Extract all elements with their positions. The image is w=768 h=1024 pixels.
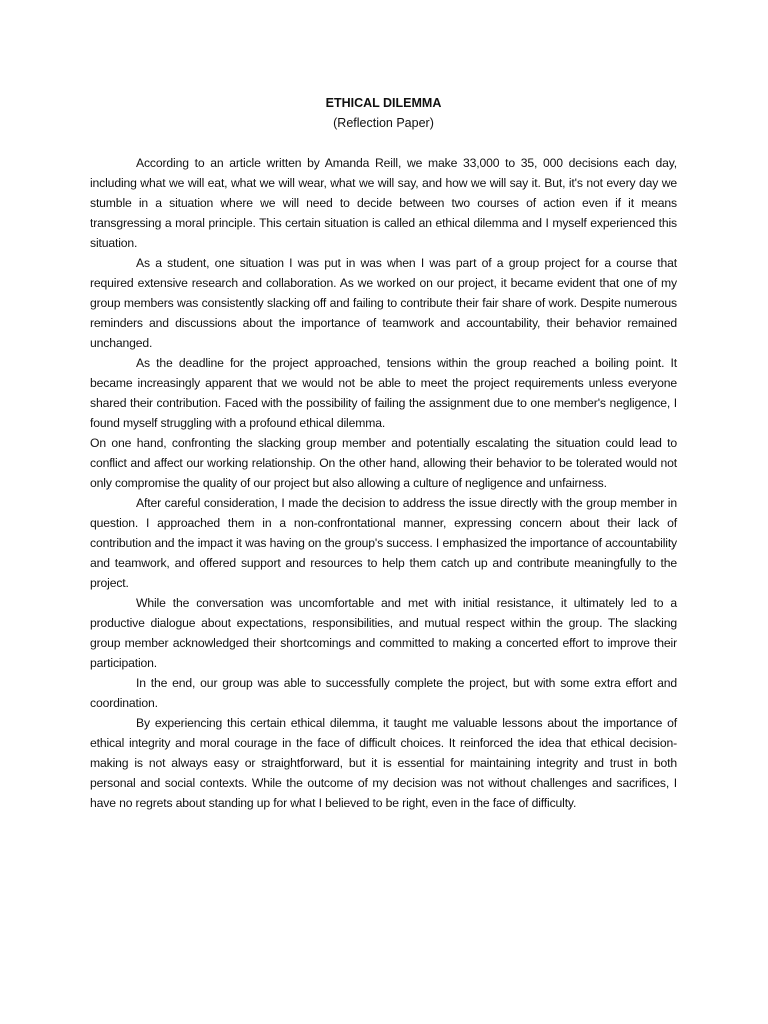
paragraph-decision: After careful consideration, I made the decision to address the issue directly with the group member in question. I approached them in a non-confrontational manner, expressing concern about their lack of contribution and the impact it was having on the group's success. I emphasized the importance of accountability and teamwork, and offered support and resources to help them catch up and contribute meaningfully to the project. bbox=[90, 496, 677, 590]
paragraph-deadline: As the deadline for the project approached, tensions within the group reached a boiling point. It became increasingly apparent that we would not be able to meet the project requirements unless everyone shared their contribution. Faced with the possibility of failing the assignment due to one member's negligence, I found myself struggling with a profound ethical dilemma. bbox=[90, 356, 677, 430]
paragraph-intro: According to an article written by Amanda Reill, we make 33,000 to 35, 000 decisions each day, including what we will eat, what we will wear, what we will say, and how we will say it. But, it's not every day we stumble in a situation where we will need to decide between two courses of action even if it means transgressing a moral principle. This certain situation is called an ethical dilemma and I myself experienced this situation. bbox=[90, 156, 677, 250]
paragraph-dilemma: On one hand, confronting the slacking group member and potentially escalating the situation could lead to conflict and affect our working relationship. On the other hand, allowing their behavior to be tolerated would not only compromise the quality of our project but also allowing a culture of negligence and unfairness. bbox=[90, 436, 677, 490]
document-title: ETHICAL DILEMMA bbox=[325, 96, 442, 110]
paragraph-reflection: By experiencing this certain ethical dilemma, it taught me valuable lessons about the importance of ethical integrity and moral courage in the face of difficult choices. It reinforced the idea that ethical decision-making is not always easy or straightforward, but it is essential for maintaining integrity and trust in both personal and social contexts. While the outcome of my decision was not without challenges and sacrifices, I have no regrets about standing up for what I believed to be right, even in the face of difficulty. bbox=[90, 716, 677, 810]
paragraph-conversation: While the conversation was uncomfortable and met with initial resistance, it ultimately led to a productive dialogue about expectations, responsibilities, and mutual respect within the group. The slacking group member acknowledged their shortcomings and committed to making a concerted effort to improve their participation. bbox=[90, 596, 677, 670]
document-subtitle: (Reflection Paper) bbox=[333, 116, 434, 130]
paragraph-outcome: In the end, our group was able to successfully complete the project, but with some extra effort and coordination. bbox=[90, 676, 677, 710]
paragraph-situation: As a student, one situation I was put in was when I was part of a group project for a course that required extensive research and collaboration. As we worked on our project, it became evident that one of my group members was consistently slacking off and failing to contribute their fair share of work. Despite numerous reminders and discussions about the importance of teamwork and accountability, their behavior remained unchanged. bbox=[90, 256, 677, 350]
document-body bbox=[90, 93, 677, 813]
